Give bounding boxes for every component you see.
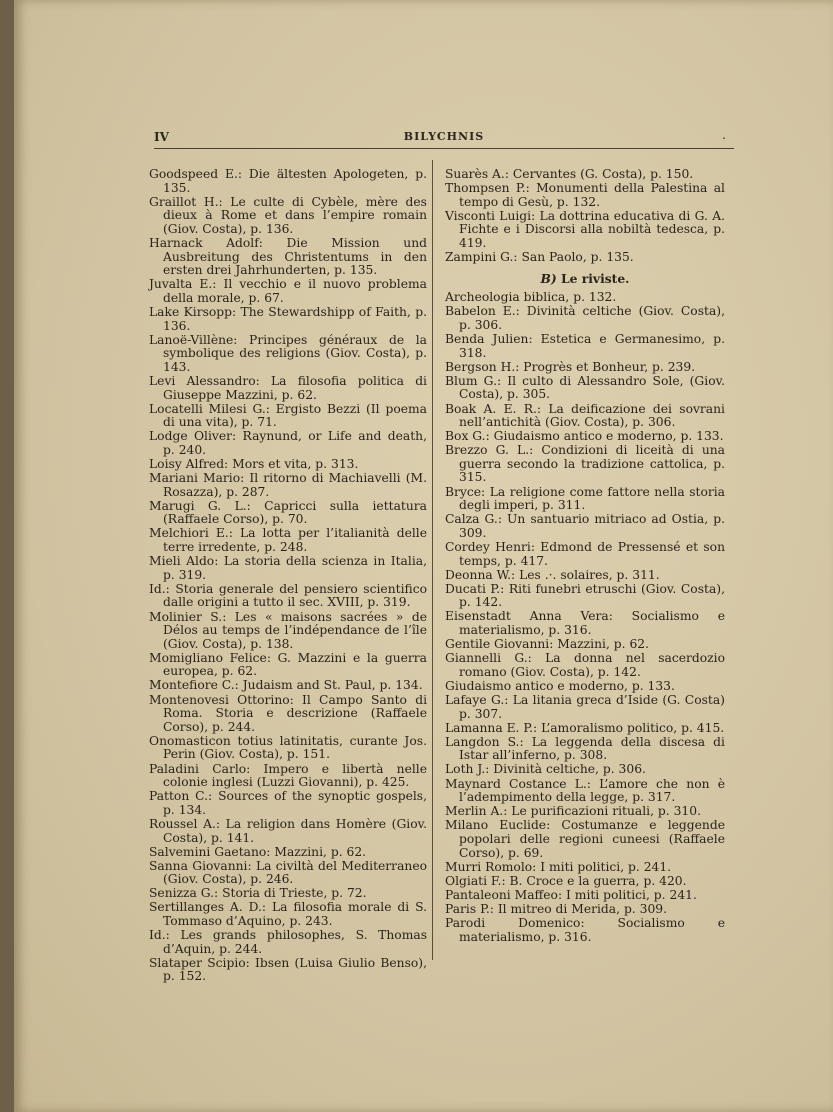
index-entry: Murri Romolo: I miti politici, p. 241. xyxy=(445,859,672,874)
index-entry: Patton C.: Sources of the synoptic gospels, p. 134. xyxy=(149,789,427,817)
header-mark: . xyxy=(722,128,726,142)
index-entry: Molinier S.: Les « maisons sacrées » de Délos au temps de l’indépendance de l’île (Giov. Costa), p. 138. xyxy=(149,609,427,651)
index-entry: Paris P.: Il mitreo di Merida, p. 309. xyxy=(445,901,668,916)
section-letter: B) xyxy=(540,270,557,286)
index-entry: Paladini Carlo: Impero e libertà nelle colonie inglesi (Luzzi Giovanni), p. 425. xyxy=(149,761,427,790)
index-entry: Marugi G. L.: Capricci sulla iettatura (Raffaele Corso), p. 70. xyxy=(149,498,427,527)
index-entry: Blum G.: Il culto di Alessandro Sole, (Giov. Costa), p. 305. xyxy=(445,373,725,402)
index-entry: Eisenstadt Anna Vera: Socialismo e materialismo, p. 316. xyxy=(445,609,725,637)
index-entry: Salvemini Gaetano: Mazzini, p. 62. xyxy=(149,844,367,859)
index-entry: Deonna W.: Les .·. solaires, p. 311. xyxy=(445,567,660,582)
running-title: BILYCHNIS xyxy=(403,130,485,143)
index-entry: Zampini G.: San Paolo, p. 135. xyxy=(445,250,634,265)
index-entry: Loisy Alfred: Mors et vita, p. 313. xyxy=(149,456,359,471)
index-entry: Graillot H.: Le culte di Cybèle, mère des dieux à Rome et dans l’empire romain (Giov. Costa), p. 136. xyxy=(149,194,427,236)
index-entry: Montefiore C.: Judaism and St. Paul, p. 134. xyxy=(149,678,423,693)
column-divider xyxy=(432,160,433,960)
index-entry: Lanoë-Villène: Principes généraux de la symbolique des religions (Giov. Costa), p. 143. xyxy=(149,332,427,374)
journals-list xyxy=(445,291,725,944)
index-entry: Montenovesi Ottorino: Il Campo Santo di Roma. Storia e descrizione (Raffaele Corso), p. 244. xyxy=(149,692,427,734)
books-continued-list xyxy=(445,168,725,265)
index-entry: Onomasticon totius latinitatis, curante Jos. Perin (Giov. Costa), p. 151. xyxy=(149,733,427,762)
index-entry: Parodi Domenico: Socialismo e materialismo, p. 316. xyxy=(445,915,725,944)
index-entry: Langdon S.: La leggenda della discesa di Istar all’inferno, p. 308. xyxy=(445,734,725,763)
index-entry: Bryce: La religione come fattore nella storia degli imperi, p. 311. xyxy=(445,484,725,513)
index-entry: Loth J.: Divinità celtiche, p. 306. xyxy=(445,762,646,777)
index-entry: Id.: Les grands philosophes, S. Thomas d’Aquin, p. 244. xyxy=(149,928,427,956)
index-entry: Babelon E.: Divinità celtiche (Giov. Costa), p. 306. xyxy=(445,304,725,332)
index-entry: Cordey Henri: Edmond de Pressensé et son temps, p. 417. xyxy=(445,539,725,568)
index-entry: Olgiati F.: B. Croce e la guerra, p. 420. xyxy=(445,873,687,888)
index-entry: Mieli Aldo: La storia della scienza in Italia, p. 319. xyxy=(149,554,427,582)
index-entry: Sertillanges A. D.: La filosofia morale di S. Tommaso d’Aquino, p. 243. xyxy=(149,900,427,929)
index-entry: Lodge Oliver: Raynund, or Life and death, p. 240. xyxy=(149,429,427,457)
index-entry: Melchiori E.: La lotta per l’italianità delle terre irredente, p. 248. xyxy=(149,526,427,555)
section-title: Le riviste. xyxy=(561,270,630,286)
index-entry: Lake Kirsopp: The Stewardshipp of Faith, p. 136. xyxy=(149,304,427,333)
index-entry: Lafaye G.: La litania greca d’Iside (G. Costa) p. 307. xyxy=(445,692,725,721)
index-entry: Calza G.: Un santuario mitriaco ad Ostia, p. 309. xyxy=(445,512,725,540)
index-entry: Suarès A.: Cervantes (G. Costa), p. 150. xyxy=(445,167,694,181)
index-entry: Locatelli Milesi G.: Ergisto Bezzi (Il poema di una vita), p. 71. xyxy=(149,401,427,430)
index-entry: Mariani Mario: Il ritorno di Machiavelli (M. Rosazza), p. 287. xyxy=(149,471,427,499)
index-entry: Merlin A.: Le purificazioni rituali, p. 310. xyxy=(445,804,701,819)
index-entry: Thompsen P.: Monumenti della Palestina al tempo di Gesù, p. 132. xyxy=(445,181,725,209)
index-entry: Boak A. E. R.: La deificazione dei sovrani nell’antichità (Giov. Costa), p. 306. xyxy=(445,401,725,430)
index-entry: Id.: Storia generale del pensiero scientifico dalle origini a tutto il sec. XVIII, p. 319. xyxy=(149,581,427,610)
index-entry: Bergson H.: Progrès et Bonheur, p. 239. xyxy=(445,359,696,374)
index-entry: Brezzo G. L.: Condizioni di liceità di una guerra secondo la tradizione cattolica, p. 315. xyxy=(445,443,725,485)
index-entry: Roussel A.: La religion dans Homère (Giov. Costa), p. 141. xyxy=(149,816,427,845)
index-entry: Momigliano Felice: G. Mazzini e la guerra europea, p. 62. xyxy=(149,650,427,679)
index-entry: Pantaleoni Maffeo: I miti politici, p. 241. xyxy=(445,887,697,902)
index-entry: Goodspeed E.: Die ältesten Apologeten, p. 135. xyxy=(149,167,427,195)
index-entry: Visconti Luigi: La dottrina educativa di G. A. Fichte e i Discorsi alla nobiltà tedesca, p. 419. xyxy=(445,208,725,250)
index-entry: Giudaismo antico e moderno, p. 133. xyxy=(445,678,675,693)
index-entry: Juvalta E.: Il vecchio e il nuovo problema della morale, p. 67. xyxy=(149,277,427,305)
index-entry: Archeologia biblica, p. 132. xyxy=(445,290,617,305)
section-heading-riviste xyxy=(445,272,725,286)
index-entry: Levi Alessandro: La filosofia politica di Giuseppe Mazzini, p. 62. xyxy=(149,373,427,402)
index-entry: Ducati P.: Riti funebri etruschi (Giov. Costa), p. 142. xyxy=(445,581,725,610)
index-entry: Sanna Giovanni: La civiltà del Mediterraneo (Giov. Costa), p. 246. xyxy=(149,858,427,887)
index-entry: Maynard Costance L.: L’amore che non è l’adempimento della legge, p. 317. xyxy=(445,776,725,805)
index-entry: Gentile Giovanni: Mazzini, p. 62. xyxy=(445,637,650,652)
index-entry: Box G.: Giudaismo antico e moderno, p. 133. xyxy=(445,429,724,444)
index-entry: Giannelli G.: La donna nel sacerdozio romano (Giov. Costa), p. 142. xyxy=(445,651,725,679)
index-entry: Harnack Adolf: Die Mission und Ausbreitung des Christentums in den ersten drei Jahrhunderten, p. 135. xyxy=(149,235,427,278)
right-column xyxy=(445,168,725,945)
index-entry: Slataper Scipio: Ibsen (Luisa Giulio Benso), p. 152. xyxy=(149,955,427,984)
index-entry: Lamanna E. P.: L’amoralismo politico, p. 415. xyxy=(445,720,725,735)
index-entry: Milano Euclide: Costumanze e leggende popolari delle regioni cuneesi (Raffaele Corso), p. 69. xyxy=(445,818,725,860)
page-header xyxy=(154,126,734,149)
index-entry: Senizza G.: Storia di Trieste, p. 72. xyxy=(149,886,367,901)
index-entry: Benda Julien: Estetica e Germanesimo, p. 318. xyxy=(445,332,725,360)
page-number: IV xyxy=(154,130,169,144)
left-column xyxy=(149,168,427,985)
